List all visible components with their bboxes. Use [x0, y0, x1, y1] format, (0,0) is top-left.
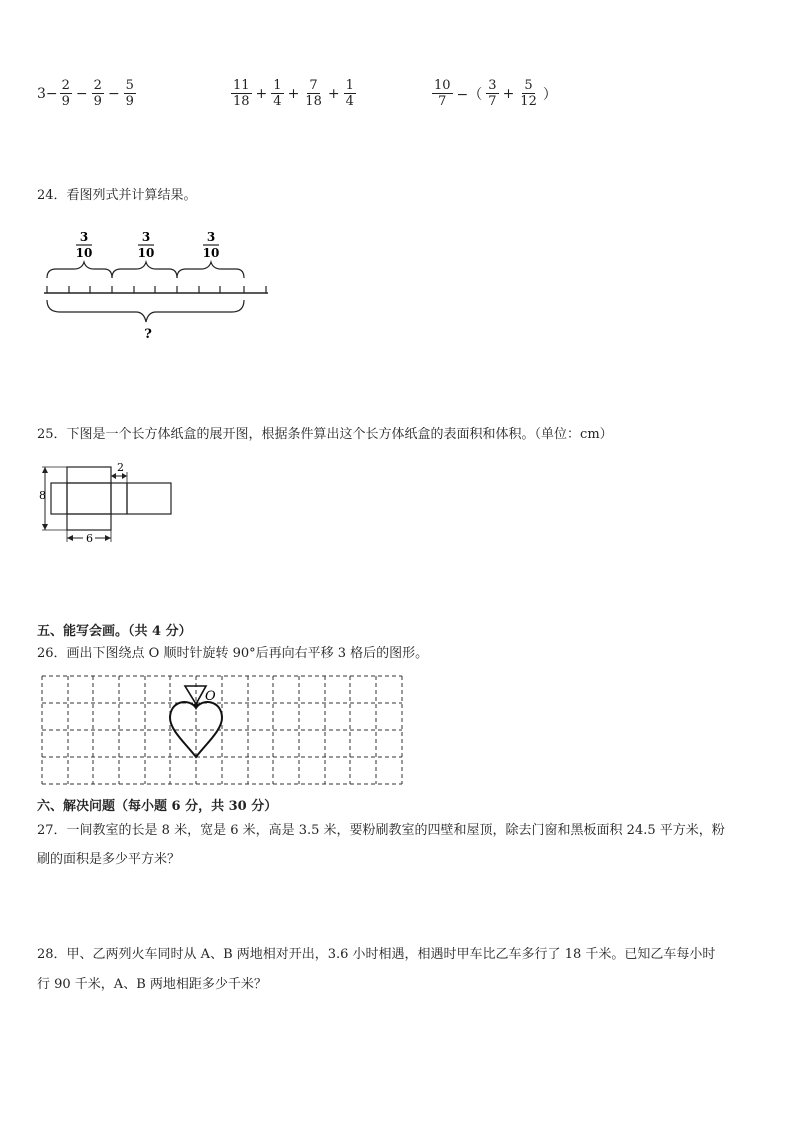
operator: −: [75, 85, 88, 102]
point-o-label: O: [205, 689, 216, 704]
rotation-grid: [40, 674, 404, 786]
dimension-depth: 2: [117, 461, 124, 474]
question-27-line-2: 刷的面积是多少平方米？: [37, 852, 181, 867]
question-28-line-2: 行 90 千米，A、B 两地相距多少千米？: [37, 977, 267, 992]
question-28-line-1: 28．甲、乙两列火车同时从 A、B 两地相对开出，3.6 小时相遇，相遇时甲车比乙车多行了 18 千米。已知乙车每小时: [37, 947, 716, 962]
top-brace-2: [112, 262, 177, 278]
expr1-lead: 3−: [37, 85, 58, 102]
tick-marks: [47, 286, 266, 293]
expression-1: [37, 78, 138, 109]
fraction: $\frac{10}{7}$: [434, 78, 451, 109]
fraction: $\frac{2}{9}$: [61, 78, 70, 109]
operator: +: [255, 85, 268, 102]
bottom-brace: [47, 300, 244, 322]
net-face-left: [51, 483, 67, 514]
operator: +: [502, 85, 515, 102]
svg-text:10: 10: [75, 246, 93, 260]
top-brace-3: [177, 262, 244, 278]
dashed-grid: [42, 676, 402, 784]
fraction-label-2: [138, 230, 155, 260]
operator: ）: [542, 86, 557, 103]
net-face-front: [67, 483, 111, 514]
box-net-diagram: [38, 458, 178, 546]
fraction: $\frac{5}{9}$: [125, 78, 134, 109]
net-face-bottom: [67, 514, 111, 530]
svg-text:10: 10: [202, 246, 220, 260]
fraction: $\frac{7}{18}$: [305, 78, 322, 109]
segment-diagram: [38, 226, 274, 344]
rotation-point-o: [194, 703, 198, 707]
fraction: $\frac{1}{4}$: [273, 78, 282, 109]
inverted-triangle-shape: [185, 686, 206, 704]
operator: +: [327, 85, 340, 102]
svg-text:3: 3: [206, 230, 216, 244]
svg-text:3: 3: [79, 230, 89, 244]
svg-text:3: 3: [141, 230, 151, 244]
fraction: $\frac{3}{7}$: [488, 78, 497, 109]
operator: −（: [456, 86, 483, 103]
net-face-back: [127, 483, 171, 514]
operator: +: [287, 85, 300, 102]
question-27-line-1: 27．一间教室的长是 8 米，宽是 6 米，高是 3.5 米，要粉刷教室的四壁和屋顶，除去门窗和黑板面积 24.5 平方米，粉: [37, 823, 725, 838]
expression-2: [229, 78, 358, 109]
section-6-title: 六、解决问题（每小题 6 分，共 30 分）: [37, 799, 278, 814]
fraction: $\frac{2}{9}$: [93, 78, 102, 109]
expression-3: [430, 78, 559, 109]
question-mark: ?: [144, 327, 152, 342]
dimension-height: 8: [39, 489, 46, 502]
section-5-title: 五、能写会画。（共 4 分）: [37, 624, 192, 639]
net-face-top: [67, 467, 111, 483]
net-face-right: [111, 483, 127, 514]
top-brace-1: [47, 262, 112, 278]
question-26-text: 26．画出下图绕点 O 顺时针旋转 90°后再向右平移 3 格后的图形。: [37, 646, 429, 661]
question-25-text: 25．下图是一个长方体纸盒的展开图，根据条件算出这个长方体纸盒的表面积和体积。（单位：cm）: [37, 427, 613, 442]
fraction: $\frac{5}{12}$: [520, 78, 537, 109]
fraction-label-1: [76, 230, 93, 260]
fraction: $\frac{1}{4}$: [345, 78, 354, 109]
operator: −: [107, 85, 120, 102]
fraction: $\frac{11}{18}$: [233, 78, 250, 109]
dimension-width: 6: [86, 532, 93, 545]
fraction-label-3: [203, 230, 220, 260]
svg-text:10: 10: [137, 246, 155, 260]
question-24-text: 24．看图列式并计算结果。: [37, 188, 197, 203]
